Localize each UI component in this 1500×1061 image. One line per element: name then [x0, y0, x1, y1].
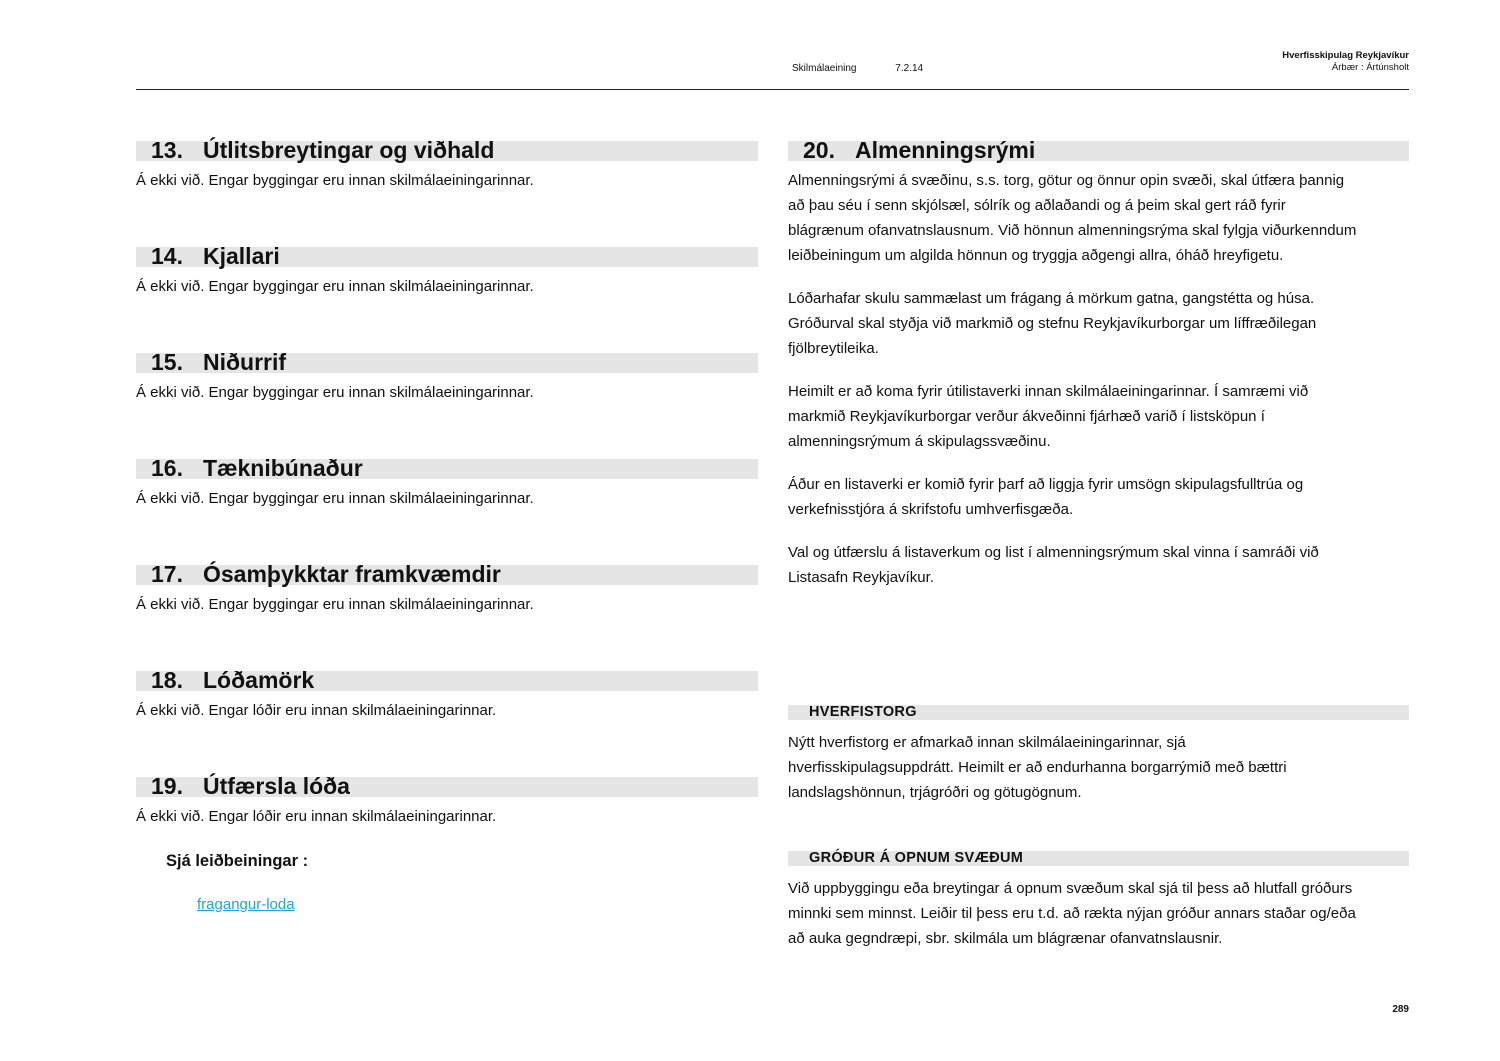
section-heading — [136, 562, 758, 586]
paragraph: Heimilt er að koma fyrir útilistaverki innan skilmálaeiningarinnar. Í samræmi við markmið Reykjavíkurborgar verður ákveðinni fjárhæð varið í listsköpun í almenningsrýmum á skipulagssvæðinu. — [788, 383, 1309, 450]
section-title: Tæknibúnaður — [203, 455, 363, 481]
section-body: Á ekki við. Engar lóðir eru innan skilmálaeiningarinnar. — [136, 808, 497, 825]
section-heading — [136, 668, 758, 692]
section-number: 14. — [151, 243, 183, 269]
section-title: Ósamþykktar framkvæmdir — [203, 561, 501, 587]
section-number: 13. — [151, 137, 183, 163]
header-divider — [136, 89, 1409, 90]
section-number: 15. — [151, 349, 183, 375]
section-heading — [136, 774, 758, 798]
section-15 — [136, 350, 758, 405]
subsection-title: GRÓÐUR Á OPNUM SVÆÐUM — [809, 850, 1024, 866]
unit-info — [792, 63, 959, 74]
section-heading — [136, 350, 758, 374]
section-19 — [136, 774, 758, 829]
unit-label: Skilmálaeining — [792, 63, 857, 74]
subsection-body: Við uppbyggingu eða breytingar á opnum svæðum skal sjá til þess að hlutfall gróðurs minnki sem minnst. Leiðir til þess eru t.d. að rækta nýjan gróður annars staðar og/eða að auka gegndræpi, sbr. skilmála um blágrænar ofanvatnslausnir. — [788, 880, 1356, 947]
section-20 — [788, 138, 1409, 608]
subsection-body: Nýtt hverfistorg er afmarkað innan skilmálaeiningarinnar, sjá hverfisskipulagsuppdrátt. Heimilt er að endurhanna borgarrýmið með bættri landslagshönnun, trjágróðri og götugögnum. — [788, 734, 1287, 801]
section-body: Á ekki við. Engar byggingar eru innan skilmálaeiningarinnar. — [136, 172, 534, 189]
section-17 — [136, 562, 758, 617]
paragraph: Almenningsrými á svæðinu, s.s. torg, götur og önnur opin svæði, skal útfæra þannig að þau séu í senn skjólsæl, sólrík og aðlaðandi og á þeim skal gert ráð fyrir blágrænum ofanvatnslausnum. Við hönnun almenningsrýma skal fylgja viðurkenndum leiðbeiningum um algilda hönnun og tryggja aðgengi allra, óháð hreyfigetu. — [788, 172, 1357, 264]
subsection-heading — [788, 849, 1409, 867]
subsection-heading — [788, 703, 1409, 721]
section-number: 19. — [151, 773, 183, 799]
document-header — [1282, 50, 1409, 74]
section-body: Á ekki við. Engar byggingar eru innan skilmálaeiningarinnar. — [136, 384, 534, 401]
section-heading — [788, 138, 1409, 162]
document-area: Árbær : Ártúnsholt — [1331, 62, 1409, 73]
section-title: Almenningsrými — [855, 137, 1036, 163]
section-heading — [136, 244, 758, 268]
section-18 — [136, 668, 758, 723]
subsection-title: HVERFISTORG — [809, 704, 917, 720]
section-number: 18. — [151, 667, 183, 693]
section-body: Á ekki við. Engar byggingar eru innan skilmálaeiningarinnar. — [136, 278, 534, 295]
section-title: Útfærsla lóða — [203, 773, 350, 799]
subsection-grodur — [788, 849, 1409, 951]
section-13 — [136, 138, 758, 193]
section-14 — [136, 244, 758, 299]
section-16 — [136, 456, 758, 511]
section-title: Niðurrif — [203, 349, 287, 375]
guide-label: Sjá leiðbeiningar : — [166, 852, 309, 870]
guide-link[interactable]: fragangur-loda — [197, 896, 295, 913]
section-title: Lóðamörk — [203, 667, 315, 693]
section-title: Kjallari — [203, 243, 280, 269]
section-body: Á ekki við. Engar byggingar eru innan skilmálaeiningarinnar. — [136, 490, 534, 507]
section-number: 20. — [803, 137, 835, 163]
page-number: 289 — [1392, 1004, 1409, 1015]
section-title: Útlitsbreytingar og viðhald — [203, 137, 495, 163]
section-body: Á ekki við. Engar byggingar eru innan skilmálaeiningarinnar. — [136, 596, 534, 613]
section-heading — [136, 138, 758, 162]
document-title: Hverfisskipulag Reykjavíkur — [1282, 50, 1409, 61]
section-number: 17. — [151, 561, 183, 587]
paragraph: Val og útfærslu á listaverkum og list í almenningsrýmum skal vinna í samráði við Listasafn Reykjavíkur. — [788, 544, 1319, 586]
paragraph: Lóðarhafar skulu sammælast um frágang á mörkum gatna, gangstétta og húsa. Gróðurval skal styðja við markmið og stefnu Reykjavíkurborgar um líffræðilegan fjölbreytileika. — [788, 290, 1317, 357]
subsection-hverfistorg — [788, 703, 1409, 805]
section-body — [788, 168, 1363, 590]
unit-number: 7.2.14 — [895, 63, 924, 74]
paragraph: Áður en listaverki er komið fyrir þarf að liggja fyrir umsögn skipulagsfulltrúa og verkefnisstjóra á skrifstofu umhverfisgæða. — [788, 476, 1304, 518]
section-body: Á ekki við. Engar lóðir eru innan skilmálaeiningarinnar. — [136, 702, 497, 719]
section-heading — [136, 456, 758, 480]
section-number: 16. — [151, 455, 183, 481]
